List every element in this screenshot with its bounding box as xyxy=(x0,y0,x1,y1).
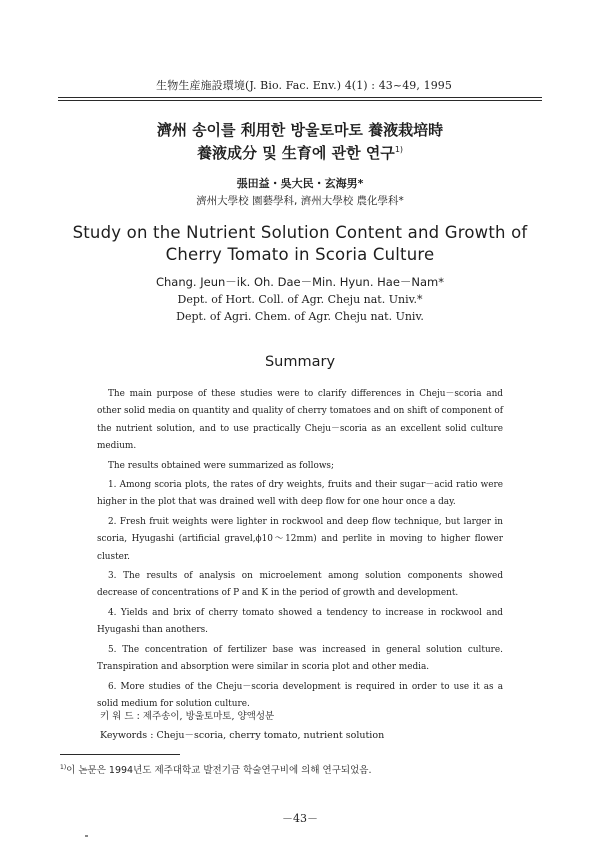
page-number: －43－ xyxy=(282,812,318,825)
summary-paragraph: 3. The results of analysis on microelement among solution components showed decrease of concentrations of P and K in the period of growth and development. xyxy=(97,571,503,599)
summary-paragraph: 6. More studies of the Cheju－scoria development is required in order to use it as a solid medium for solution culture. xyxy=(97,681,503,709)
summary-paragraph: 5. The concentration of fertilizer base was increased in general solution culture. Transpiration and absorption were similar in scoria plot and other media. xyxy=(97,644,503,673)
footnote-mark: 1) xyxy=(60,763,67,771)
english-title xyxy=(0,222,600,266)
korean-title xyxy=(0,120,600,163)
keywords-korean-label: 키 워 드 : xyxy=(100,711,140,722)
english-affiliation-1: Dept. of Hort. Coll. of Agr. Cheju nat. Univ.* xyxy=(177,293,423,306)
keywords-korean-value: 제주송이, 방울토마토, 양액성분 xyxy=(142,711,275,722)
keywords-english-value: Cheju－scoria, cherry tomato, nutrient solution xyxy=(156,730,385,741)
running-header: 生物生産施設環境(J. Bio. Fac. Env.) 4(1) : 43~49, 1995 xyxy=(156,79,452,92)
korean-title-line2 xyxy=(0,140,600,163)
korean-title-line1: 濟州 송이를 利用한 방울토마토 養液栽培時 xyxy=(156,121,444,139)
english-affiliation-2: Dept. of Agri. Chem. of Agr. Cheju nat. Univ. xyxy=(176,310,424,323)
english-title-line1: Study on the Nutrient Solution Content and Growth of xyxy=(72,223,528,242)
english-title-line2: Cherry Tomato in Scoria Culture xyxy=(165,245,435,264)
summary-heading: Summary xyxy=(264,354,336,370)
keywords-block xyxy=(100,707,520,745)
summary-paragraph: The results obtained were summarized as follows; xyxy=(108,460,334,471)
scan-speck xyxy=(85,835,88,837)
footnote-text: 이 논문은 1994년도 제주대학교 발전기금 학술연구비에 의해 연구되었음. xyxy=(66,765,372,776)
keywords-english xyxy=(100,726,520,745)
korean-affiliation: 濟州大學校 園藝學科, 濟州大學校 農化學科* xyxy=(196,195,404,207)
keywords-korean xyxy=(100,707,520,726)
english-authors: Chang. Jeun－ik. Oh. Dae－Min. Hyun. Hae－Nam* xyxy=(155,275,445,289)
summary-paragraph: 2. Fresh fruit weights were lighter in rockwool and deep flow technique, but larger in scoria, Hyugashi (artificial gravel,ϕ10～12mm) and perlite in moving to higher flower cluster. xyxy=(97,516,503,562)
keywords-english-label: Keywords : xyxy=(100,730,154,741)
title-footnote-mark: 1) xyxy=(394,145,404,154)
footnote-rule xyxy=(60,754,180,755)
header-rule-thick xyxy=(58,100,542,101)
korean-authors: 張田益・吳大民・玄海男* xyxy=(236,177,364,190)
summary-paragraph: 4. Yields and brix of cherry tomato showed a tendency to increase in rockwool and Hyugashi than anothers. xyxy=(97,607,503,636)
summary-body xyxy=(97,386,503,715)
summary-paragraph: 1. Among scoria plots, the rates of dry weights, fruits and their sugar－acid ratio were higher in the plot that was drained well with deep flow for one hour once a day. xyxy=(97,480,503,508)
footnote xyxy=(60,762,540,776)
header-rule xyxy=(58,97,542,98)
summary-paragraph: The main purpose of these studies were to clarify differences in Cheju－scoria and other solid media on quantity and quality of cherry tomatoes and on shift of component of the nutrient solution, and to use practically Cheju－scoria as an excellent solid culture medium. xyxy=(97,389,503,452)
korean-title-line2-text: 養液成分 및 生育에 관한 연구 xyxy=(196,144,395,162)
